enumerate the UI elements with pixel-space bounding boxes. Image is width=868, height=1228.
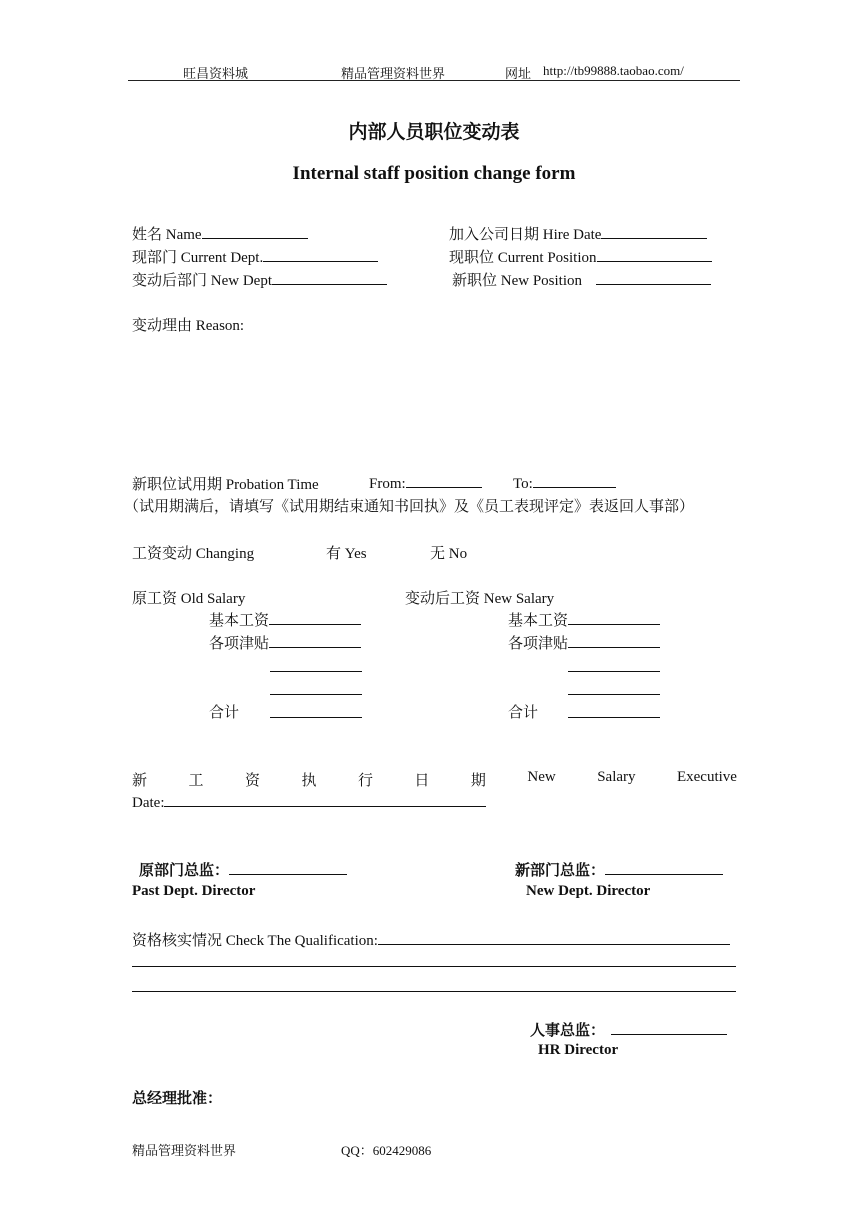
new-allowance-label: 各项津贴 — [508, 636, 569, 652]
header-rule — [128, 80, 740, 81]
new-director-blank[interactable] — [605, 860, 723, 875]
new-dept-blank[interactable] — [272, 270, 387, 285]
exec-date-word: Salary — [597, 769, 636, 785]
exec-date-word: New — [527, 769, 556, 785]
exec-date-blank[interactable] — [164, 792, 486, 807]
probation-note: （试用期满后，请填写《试用期结束通知书回执》及《员工表现评定》表返回人事部） — [124, 499, 695, 515]
current-dept-label: 现部门 Current Dept. — [132, 250, 264, 266]
hire-date-blank[interactable] — [601, 224, 707, 239]
old-basic-blank[interactable] — [269, 610, 361, 625]
new-salary-heading: 变动后工资 New Salary — [405, 591, 555, 607]
exec-date-word: 日 — [414, 773, 430, 789]
footer-qq: QQ：602429086 — [341, 1143, 432, 1158]
exec-date-label: Date: — [132, 795, 165, 811]
new-basic-blank[interactable] — [568, 610, 660, 625]
salary-change-yes-option[interactable]: 有 Yes — [326, 546, 367, 562]
new-director-label: 新部门总监： — [515, 863, 606, 879]
past-director-blank[interactable] — [229, 860, 347, 875]
qualification-blank[interactable] — [378, 930, 730, 945]
new-dept-label: 变动后部门 New Dept — [132, 273, 272, 289]
probation-to-blank[interactable] — [533, 473, 616, 488]
form-title-english: Internal staff position change form — [292, 163, 576, 184]
hire-date-field[interactable] — [449, 223, 707, 244]
new-basic-field[interactable] — [508, 609, 660, 630]
old-total-blank[interactable] — [270, 717, 362, 718]
new-dept-field[interactable] — [132, 269, 387, 290]
exec-date-word: 工 — [188, 773, 204, 789]
past-director-english: Past Dept. Director — [132, 883, 256, 899]
exec-date-word: 新 — [132, 773, 148, 789]
hr-director-field[interactable] — [530, 1019, 727, 1040]
current-dept-field[interactable] — [132, 246, 378, 267]
probation-from-label: From: — [369, 476, 406, 492]
new-position-blank[interactable] — [596, 270, 711, 285]
new-director-english: New Dept. Director — [526, 883, 651, 899]
hr-director-english: HR Director — [538, 1042, 619, 1058]
new-basic-label: 基本工资 — [508, 613, 569, 629]
salary-change-no-option[interactable]: 无 No — [430, 546, 468, 562]
qualification-field[interactable] — [132, 929, 730, 950]
exec-date-word: 资 — [244, 773, 260, 789]
new-allowance-field[interactable] — [508, 632, 660, 653]
name-field[interactable] — [132, 223, 308, 244]
current-position-field[interactable] — [449, 246, 712, 267]
new-director-field[interactable] — [515, 859, 723, 880]
salary-change-label: 工资变动 Changing — [132, 546, 255, 562]
footer-world-name: 精品管理资料世界 — [132, 1143, 237, 1158]
past-director-label: 原部门总监： — [139, 863, 230, 879]
old-allowance-label: 各项津贴 — [209, 636, 270, 652]
probation-from-blank[interactable] — [406, 473, 482, 488]
exec-date-heading — [132, 769, 737, 790]
hire-date-label: 加入公司日期 Hire Date — [449, 227, 602, 243]
old-allowance-field[interactable] — [209, 632, 361, 653]
header-shop-name: 旺昌资料城 — [183, 66, 249, 81]
new-extra-blank-1[interactable] — [568, 671, 660, 672]
reason-label: 变动理由 Reason: — [132, 318, 245, 334]
exec-date-field[interactable] — [132, 792, 486, 812]
header-site-label: 网址 — [505, 66, 532, 81]
exec-date-word: Executive — [676, 769, 737, 785]
probation-to-field[interactable] — [513, 473, 616, 493]
name-label: 姓名 Name — [132, 227, 202, 243]
probation-label: 新职位试用期 Probation Time — [132, 477, 319, 493]
name-blank[interactable] — [202, 224, 308, 239]
current-position-blank[interactable] — [597, 247, 712, 262]
old-extra-blank-1[interactable] — [270, 671, 362, 672]
qualification-line-3[interactable] — [132, 991, 736, 992]
header-world-name: 精品管理资料世界 — [341, 66, 446, 81]
qualification-label: 资格核实情况 Check The Qualification: — [132, 933, 378, 949]
current-position-label: 现职位 Current Position — [449, 250, 597, 266]
header-site-url[interactable]: http://tb99888.taobao.com/ — [543, 63, 684, 78]
old-extra-blank-2[interactable] — [270, 694, 362, 695]
old-basic-label: 基本工资 — [209, 613, 270, 629]
probation-to-label: To: — [513, 476, 533, 492]
gm-approval-label: 总经理批准： — [132, 1091, 223, 1107]
probation-from-field[interactable] — [369, 473, 482, 493]
qualification-line-2[interactable] — [132, 966, 736, 967]
new-allowance-blank[interactable] — [568, 633, 660, 648]
old-salary-heading: 原工资 Old Salary — [132, 591, 246, 607]
past-director-field[interactable] — [139, 859, 347, 880]
new-total-blank[interactable] — [568, 717, 660, 718]
current-dept-blank[interactable] — [263, 247, 378, 262]
hr-director-label: 人事总监： — [530, 1023, 606, 1039]
old-total-label: 合计 — [209, 705, 240, 721]
old-basic-field[interactable] — [209, 609, 361, 630]
exec-date-word: 执 — [301, 773, 317, 789]
new-position-label: 新职位 New Position — [452, 273, 583, 289]
old-allowance-blank[interactable] — [269, 633, 361, 648]
new-position-field[interactable] — [452, 269, 711, 290]
new-extra-blank-2[interactable] — [568, 694, 660, 695]
exec-date-word: 期 — [470, 773, 486, 789]
exec-date-word: 行 — [357, 773, 373, 789]
form-title-chinese: 内部人员职位变动表 — [348, 122, 520, 143]
hr-director-blank[interactable] — [611, 1020, 727, 1035]
new-total-label: 合计 — [508, 705, 539, 721]
